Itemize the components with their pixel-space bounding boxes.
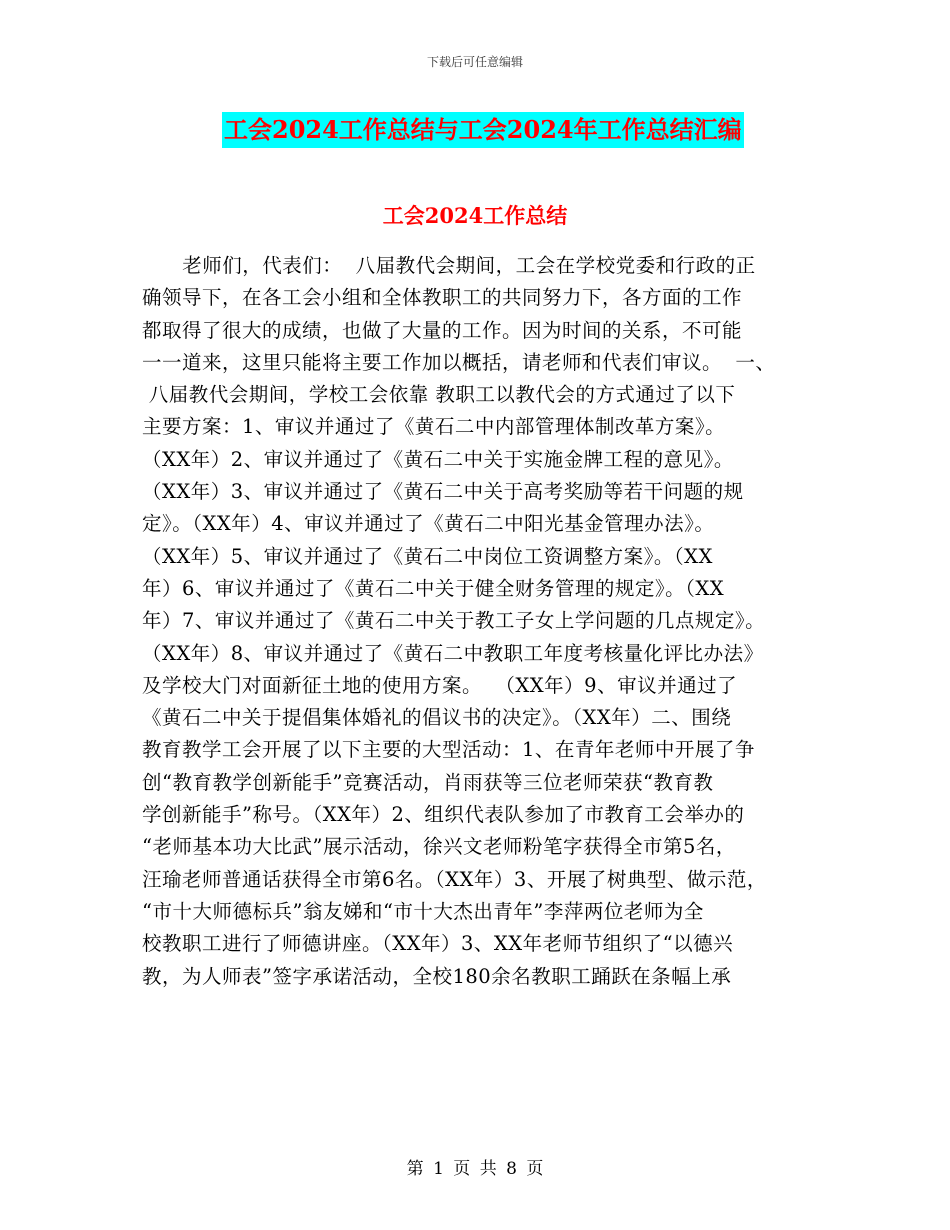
body-line: 汪瑜老师普通话获得全市第6名。（XX年）3、开展了树典型、做示范， — [142, 867, 767, 891]
section-title: 工会2024工作总结 — [382, 203, 568, 228]
body-line: 校教职工进行了师德讲座。（XX年）3、XX年老师节组织了“以德兴 — [142, 932, 734, 956]
body-line: 年）6、审议并通过了《黄石二中关于健全财务管理的规定》。（XX — [142, 576, 725, 600]
body-line: 主要方案：1、审议并通过了《黄石二中内部管理体制改革方案》。 — [142, 415, 726, 439]
body-line: 都取得了很大的成绩，也做了大量的工作。因为时间的关系，不可能 — [142, 318, 743, 342]
body-line: “老师基本功大比武”展示活动，徐兴文老师粉笔字获得全市第5名， — [142, 835, 736, 859]
body-line: 八届教代会期间，学校工会依靠 教职工以教代会的方式通过了以下 — [142, 383, 736, 407]
body-line: 年）7、审议并通过了《黄石二中关于教工子女上学问题的几点规定》。 — [142, 609, 766, 633]
document-title: 工会2024工作总结与工会2024年工作总结汇编 — [222, 112, 744, 148]
body-line: 一一道来，这里只能将主要工作加以概括，请老师和代表们审议。 一、 — [142, 350, 776, 374]
body-line: 创“教育教学创新能手”竞赛活动，肖雨获等三位老师荣获“教育教 — [142, 770, 714, 794]
page-number-footer: 第 1 页 共 8 页 — [406, 1159, 544, 1179]
body-line: 学创新能手”称号。（XX年）2、组织代表队参加了市教育工会举办的 — [142, 803, 745, 827]
body-text — [142, 250, 822, 993]
body-line: 老师们，代表们： 八届教代会期间，工会在学校党委和行政的正 — [142, 254, 756, 277]
body-line: “市十大师德标兵”翁友娣和“市十大杰出青年”李萍两位老师为全 — [142, 899, 704, 923]
body-line: 《黄石二中关于提倡集体婚礼的倡议书的决定》。（XX年）二、围绕 — [142, 706, 732, 730]
body-line: 定》。（XX年）4、审议并通过了《黄石二中阳光基金管理办法》。 — [142, 512, 715, 536]
body-line: 确领导下，在各工会小组和全体教职工的共同努力下，各方面的工作 — [142, 286, 743, 310]
page-header-note: 下载后可任意编辑 — [426, 55, 523, 69]
body-line: 教，为人师表”签字承诺活动，全校180余名教职工踊跃在条幅上承 — [142, 964, 732, 988]
body-line: （XX年）3、审议并通过了《黄石二中关于高考奖励等若干问题的规 — [142, 480, 744, 504]
body-line: （XX年）5、审议并通过了《黄石二中岗位工资调整方案》。（XX — [142, 544, 713, 568]
body-line: 及学校大门对面新征土地的使用方案。 （XX年）9、审议并通过了 — [142, 673, 738, 697]
body-line: （XX年）2、审议并通过了《黄石二中关于实施金牌工程的意见》。 — [142, 447, 734, 471]
body-line: 教育教学工会开展了以下主要的大型活动：1、在青年老师中开展了争 — [142, 738, 755, 762]
body-line: （XX年）8、审议并通过了《黄石二中教职工年度考核量化评比办法》 — [142, 641, 764, 665]
